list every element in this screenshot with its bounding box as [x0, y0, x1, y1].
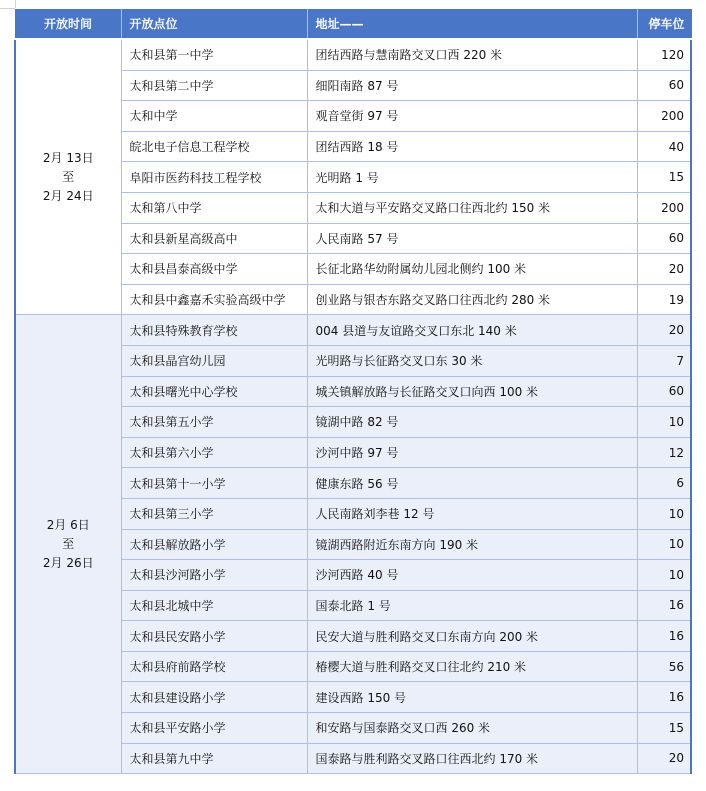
parking-spaces-cell: 20	[637, 743, 691, 774]
parking-spaces-cell: 6	[637, 468, 691, 499]
address-cell: 人民南路 57 号	[307, 223, 637, 254]
site-cell: 太和县昌泰高级中学	[121, 254, 307, 285]
site-cell: 太和县民安路小学	[121, 621, 307, 652]
address-cell: 建设西路 150 号	[307, 682, 637, 713]
address-cell: 观音堂街 97 号	[307, 101, 637, 132]
address-cell: 镜湖西路附近东南方向 190 米	[307, 529, 637, 560]
parking-spaces-cell: 40	[637, 131, 691, 162]
site-cell: 太和县第一中学	[121, 39, 307, 70]
site-cell: 皖北电子信息工程学校	[121, 131, 307, 162]
open-time-sep: 至	[62, 169, 75, 184]
open-time-cell	[15, 315, 121, 774]
parking-spaces-cell: 7	[637, 345, 691, 376]
parking-sites-table	[14, 9, 692, 774]
parking-spaces-cell: 200	[637, 192, 691, 223]
site-cell: 太和县解放路小学	[121, 529, 307, 560]
open-time-end: 2月 24日	[42, 188, 94, 203]
site-cell: 太和第八中学	[121, 192, 307, 223]
table-row	[15, 39, 691, 70]
parking-spaces-cell: 19	[637, 284, 691, 315]
address-cell: 细阳南路 87 号	[307, 70, 637, 101]
site-cell: 太和县第二中学	[121, 70, 307, 101]
parking-spaces-cell: 60	[637, 223, 691, 254]
address-cell: 创业路与银杏东路交叉路口往西北约 280 米	[307, 284, 637, 315]
site-cell: 太和县特殊教育学校	[121, 315, 307, 346]
parking-spaces-cell: 16	[637, 682, 691, 713]
header-parking-spaces: 停车位	[637, 9, 691, 39]
address-cell: 光明路 1 号	[307, 162, 637, 193]
parking-spaces-cell: 10	[637, 560, 691, 591]
parking-spaces-cell: 10	[637, 407, 691, 438]
header-open-time: 开放时间	[15, 9, 121, 39]
header-address: 地址——	[307, 9, 637, 39]
cell-gridline	[15, 0, 16, 8]
open-time-start: 2月 13日	[42, 150, 94, 165]
parking-spaces-cell: 120	[637, 39, 691, 70]
address-cell: 国泰路与胜利路交叉路口往西北约 170 米	[307, 743, 637, 774]
site-cell: 太和县平安路小学	[121, 713, 307, 744]
site-cell: 太和中学	[121, 101, 307, 132]
open-time-end: 2月 26日	[42, 555, 94, 570]
address-cell: 国泰北路 1 号	[307, 590, 637, 621]
site-cell: 太和县北城中学	[121, 590, 307, 621]
address-cell: 004 县道与友谊路交叉口东北 140 米	[307, 315, 637, 346]
site-cell: 阜阳市医药科技工程学校	[121, 162, 307, 193]
address-cell: 沙河中路 97 号	[307, 437, 637, 468]
site-cell: 太和县建设路小学	[121, 682, 307, 713]
parking-spaces-cell: 60	[637, 376, 691, 407]
cell-gridline	[0, 8, 15, 9]
site-cell: 太和县第九中学	[121, 743, 307, 774]
open-time-start: 2月 6日	[46, 517, 90, 532]
site-cell: 太和县沙河路小学	[121, 560, 307, 591]
table-row	[15, 315, 691, 346]
parking-spaces-cell: 60	[637, 70, 691, 101]
parking-spaces-cell: 200	[637, 101, 691, 132]
address-cell: 长征北路华幼附属幼儿园北侧约 100 米	[307, 254, 637, 285]
parking-spaces-cell: 12	[637, 437, 691, 468]
parking-spaces-cell: 10	[637, 529, 691, 560]
site-cell: 太和县府前路学校	[121, 651, 307, 682]
address-cell: 人民南路刘李巷 12 号	[307, 498, 637, 529]
parking-spaces-cell: 16	[637, 621, 691, 652]
address-cell: 和安路与国泰路交叉口西 260 米	[307, 713, 637, 744]
address-cell: 光明路与长征路交叉口东 30 米	[307, 345, 637, 376]
site-cell: 太和县第十一小学	[121, 468, 307, 499]
site-cell: 太和县第五小学	[121, 407, 307, 438]
address-cell: 太和大道与平安路交叉路口往西北约 150 米	[307, 192, 637, 223]
address-cell: 健康东路 56 号	[307, 468, 637, 499]
parking-spaces-cell: 10	[637, 498, 691, 529]
open-time-cell	[15, 39, 121, 315]
parking-spaces-cell: 16	[637, 590, 691, 621]
site-cell: 太和县曙光中心学校	[121, 376, 307, 407]
parking-spaces-cell: 20	[637, 254, 691, 285]
parking-spaces-cell: 20	[637, 315, 691, 346]
site-cell: 太和县第三小学	[121, 498, 307, 529]
site-cell: 太和县中鑫嘉禾实验高级中学	[121, 284, 307, 315]
address-cell: 民安大道与胜利路交叉口东南方向 200 米	[307, 621, 637, 652]
table-header-row	[15, 9, 691, 39]
open-time-sep: 至	[62, 536, 75, 551]
address-cell: 团结西路 18 号	[307, 131, 637, 162]
address-cell: 镜湖中路 82 号	[307, 407, 637, 438]
site-cell: 太和县第六小学	[121, 437, 307, 468]
address-cell: 沙河西路 40 号	[307, 560, 637, 591]
address-cell: 团结西路与慧南路交叉口西 220 米	[307, 39, 637, 70]
parking-spaces-cell: 56	[637, 651, 691, 682]
address-cell: 椿樱大道与胜利路交叉口往北约 210 米	[307, 651, 637, 682]
parking-spaces-cell: 15	[637, 162, 691, 193]
parking-spaces-cell: 15	[637, 713, 691, 744]
site-cell: 太和县晶宫幼儿园	[121, 345, 307, 376]
address-cell: 城关镇解放路与长征路交叉口向西 100 米	[307, 376, 637, 407]
header-open-site: 开放点位	[121, 9, 307, 39]
site-cell: 太和县新星高级高中	[121, 223, 307, 254]
